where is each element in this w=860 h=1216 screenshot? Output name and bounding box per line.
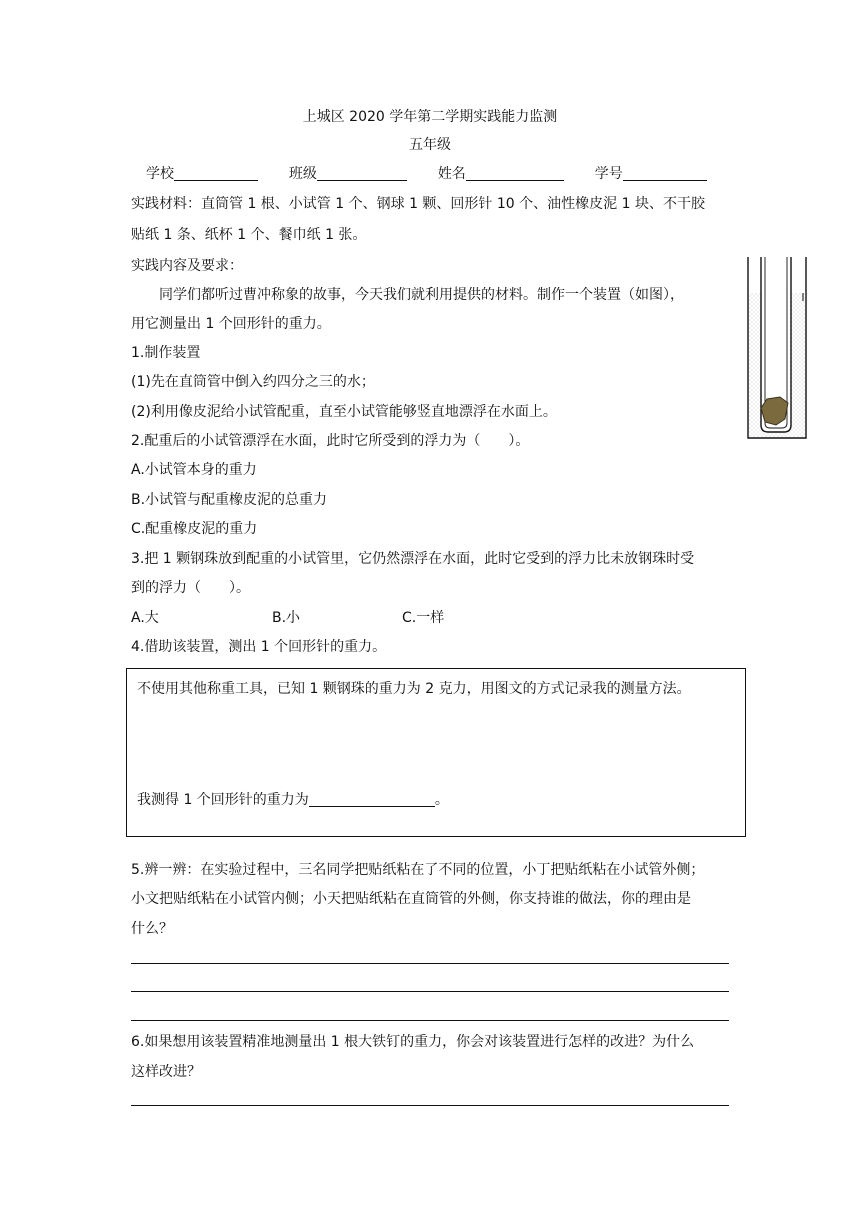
school-blank[interactable] — [174, 164, 258, 181]
page-title: 上城区 2020 学年第二学期实践能力监测 — [302, 109, 558, 125]
q3-stem-line-2: 到的浮力（ ）。 — [131, 580, 250, 596]
q1-title: 1.制作装置 — [131, 345, 201, 361]
q2-option-c[interactable]: C.配重橡皮泥的重力 — [131, 521, 258, 537]
q4-answer-prefix: 我测得 1 个回形针的重力为 — [137, 792, 309, 808]
student-id-label: 学号 — [594, 166, 623, 182]
intro-line-1: 同学们都听过曹冲称象的故事，今天我们就利用提供的材料。制作一个装置（如图）， — [159, 287, 684, 303]
q3-option-c[interactable]: C.一样 — [402, 610, 445, 626]
name-label: 姓名 — [437, 166, 466, 182]
q4-answer-box[interactable] — [126, 668, 746, 837]
q6-answer-rule[interactable] — [131, 1105, 729, 1106]
q3-stem-line-1: 3.把 1 颗钢珠放到配重的小试管里，它仍然漂浮在水面，此时它受到的浮力比未放钢珠时受 — [131, 551, 695, 567]
grade-label: 五年级 — [409, 137, 451, 153]
q6-line-1: 6.如果想用该装置精准地测量出 1 根大铁钉的重力，你会对该装置进行怎样的改进？为什么 — [131, 1034, 695, 1050]
materials-line-2: 贴纸 1 条、纸杯 1 个、餐巾纸 1 张。 — [131, 227, 367, 243]
student-info-line — [146, 163, 707, 183]
q4-box-instruction: 不使用其他称重工具，已知 1 颗钢珠的重力为 2 克力，用图文的方式记录我的测量方法。 — [137, 681, 691, 697]
class-blank[interactable] — [317, 164, 407, 181]
q2-stem: 2.配重后的小试管漂浮在水面，此时它所受到的浮力为（ ）。 — [131, 433, 530, 449]
q5-line-1: 5.辨一辨：在实验过程中，三名同学把贴纸粘在了不同的位置，小丁把贴纸粘在小试管外侧； — [131, 862, 705, 878]
q5-answer-rule-2[interactable] — [131, 991, 729, 992]
q1-step-1: (1)先在直筒管中倒入约四分之三的水； — [131, 374, 375, 390]
q3-option-b[interactable]: B.小 — [272, 610, 301, 626]
q5-answer-rule-3[interactable] — [131, 1020, 729, 1021]
device-illustration — [747, 257, 809, 443]
student-id-blank[interactable] — [623, 164, 707, 181]
q1-step-2: (2)利用像皮泥给小试管配重，直至小试管能够竖直地漂浮在水面上。 — [131, 404, 557, 420]
intro-line-2: 用它测量出 1 个回形针的重力。 — [131, 316, 331, 332]
class-label: 班级 — [288, 166, 317, 182]
requirements-heading: 实践内容及要求： — [131, 258, 243, 274]
q4-stem: 4.借助该装置，测出 1 个回形针的重力。 — [131, 639, 387, 655]
q4-answer-suffix: 。 — [434, 792, 449, 808]
materials-line-1: 实践材料：直筒管 1 根、小试管 1 个、钢球 1 颗、回形针 10 个、油性橡皮泥 1 块、不干胶 — [131, 196, 705, 212]
q2-option-b[interactable]: B.小试管与配重橡皮泥的总重力 — [131, 492, 328, 508]
school-label: 学校 — [146, 166, 174, 182]
q4-answer-line — [137, 789, 449, 809]
q5-answer-rule-1[interactable] — [131, 963, 729, 964]
q5-line-3: 什么？ — [131, 921, 173, 937]
q3-option-a[interactable]: A.大 — [131, 610, 159, 626]
q5-line-2: 小文把贴纸粘在小试管内侧；小天把贴纸粘在直筒管的外侧，你支持谁的做法，你的理由是 — [131, 891, 691, 907]
q2-option-a[interactable]: A.小试管本身的重力 — [131, 462, 257, 478]
q6-line-2: 这样改进？ — [131, 1064, 201, 1080]
q4-answer-blank[interactable] — [309, 791, 435, 807]
name-blank[interactable] — [466, 164, 564, 181]
